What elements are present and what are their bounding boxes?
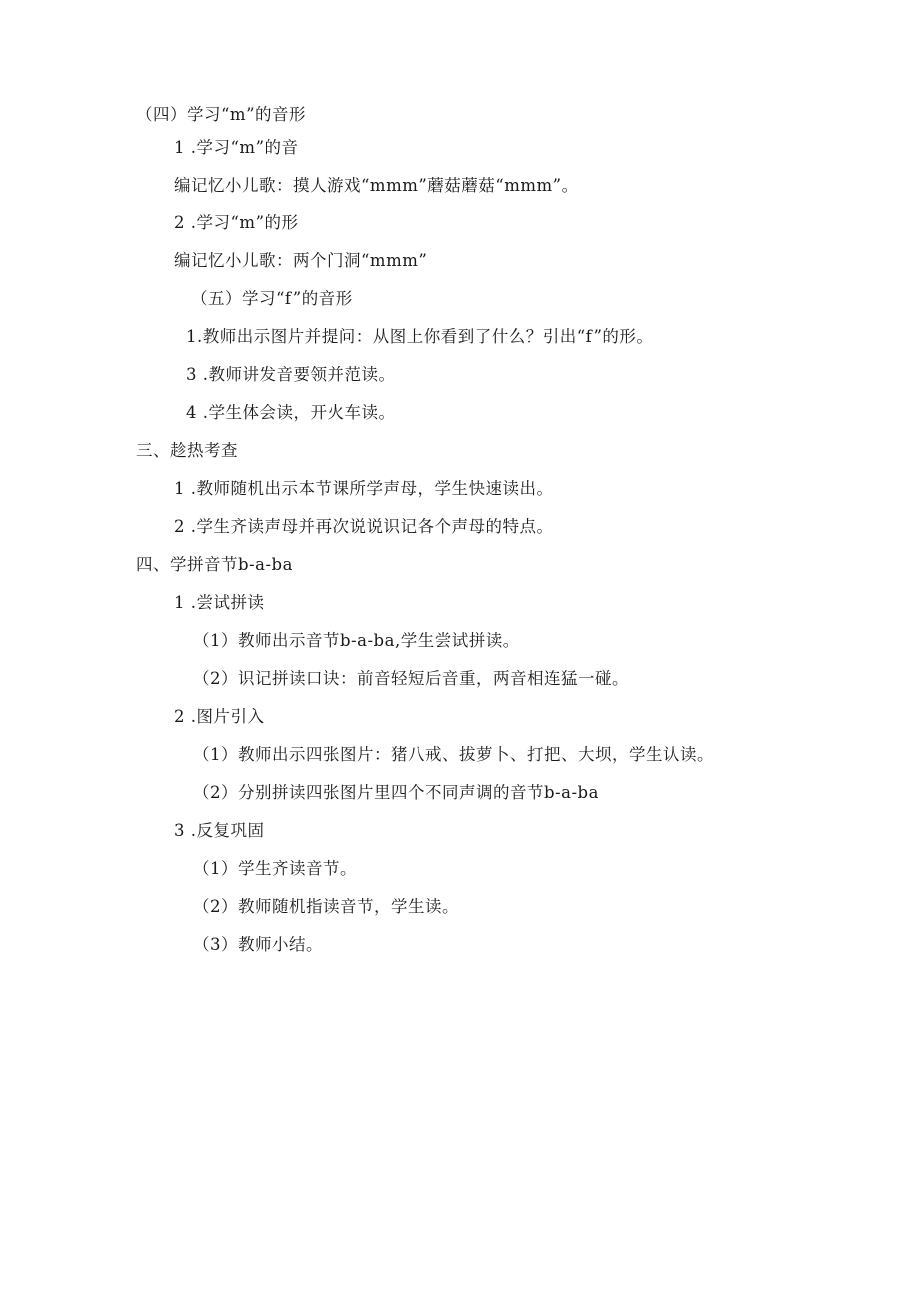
item-review-1: 1 .教师随机出示本节课所学声母，学生快速读出。 bbox=[174, 479, 554, 498]
section-heading-f: （五）学习“f”的音形 bbox=[191, 289, 353, 308]
subitem-consolidate-2: （2）教师随机指读音节，学生读。 bbox=[193, 897, 459, 916]
subitem-picture-2: （2）分别拼读四张图片里四个不同声调的音节b-a-ba bbox=[193, 783, 599, 802]
item-try-reading: 1 .尝试拼读 bbox=[174, 593, 265, 612]
item-f-pronunciation: 3 .教师讲发音要领并范读。 bbox=[186, 365, 396, 384]
item-learn-m-sound: 1 .学习“m”的音 bbox=[174, 138, 299, 157]
rhyme-m-sound: 编记忆小儿歌：摸人游戏“mmm”蘑菇蘑菇“mmm”。 bbox=[174, 176, 579, 195]
subitem-try-1: （1）教师出示音节b-a-ba,学生尝试拼读。 bbox=[193, 631, 520, 650]
subitem-consolidate-1: （1）学生齐读音节。 bbox=[193, 859, 357, 878]
item-picture-intro: 2 .图片引入 bbox=[174, 707, 265, 726]
item-f-picture: 1.教师出示图片并提问：从图上你看到了什么？引出“f”的形。 bbox=[186, 327, 654, 346]
section-heading-review: 三、趁热考查 bbox=[136, 441, 238, 460]
item-learn-m-shape: 2 .学习“m”的形 bbox=[174, 213, 299, 232]
subitem-try-2: （2）识记拼读口诀：前音轻短后音重，两音相连猛一碰。 bbox=[193, 669, 629, 688]
subitem-consolidate-3: （3）教师小结。 bbox=[193, 935, 323, 954]
subitem-picture-1: （1）教师出示四张图片：猪八戒、拔萝卜、打把、大坝，学生认读。 bbox=[193, 745, 714, 764]
item-f-practice: 4 .学生体会读，开火车读。 bbox=[186, 403, 396, 422]
rhyme-m-shape: 编记忆小儿歌：两个门洞“mmm” bbox=[174, 251, 428, 270]
item-review-2: 2 .学生齐读声母并再次说说识记各个声母的特点。 bbox=[174, 517, 554, 536]
section-heading-syllable: 四、学拼音节b-a-ba bbox=[136, 555, 293, 574]
section-heading-m: （四）学习“m”的音形 bbox=[136, 105, 307, 124]
item-consolidate: 3 .反复巩固 bbox=[174, 821, 265, 840]
